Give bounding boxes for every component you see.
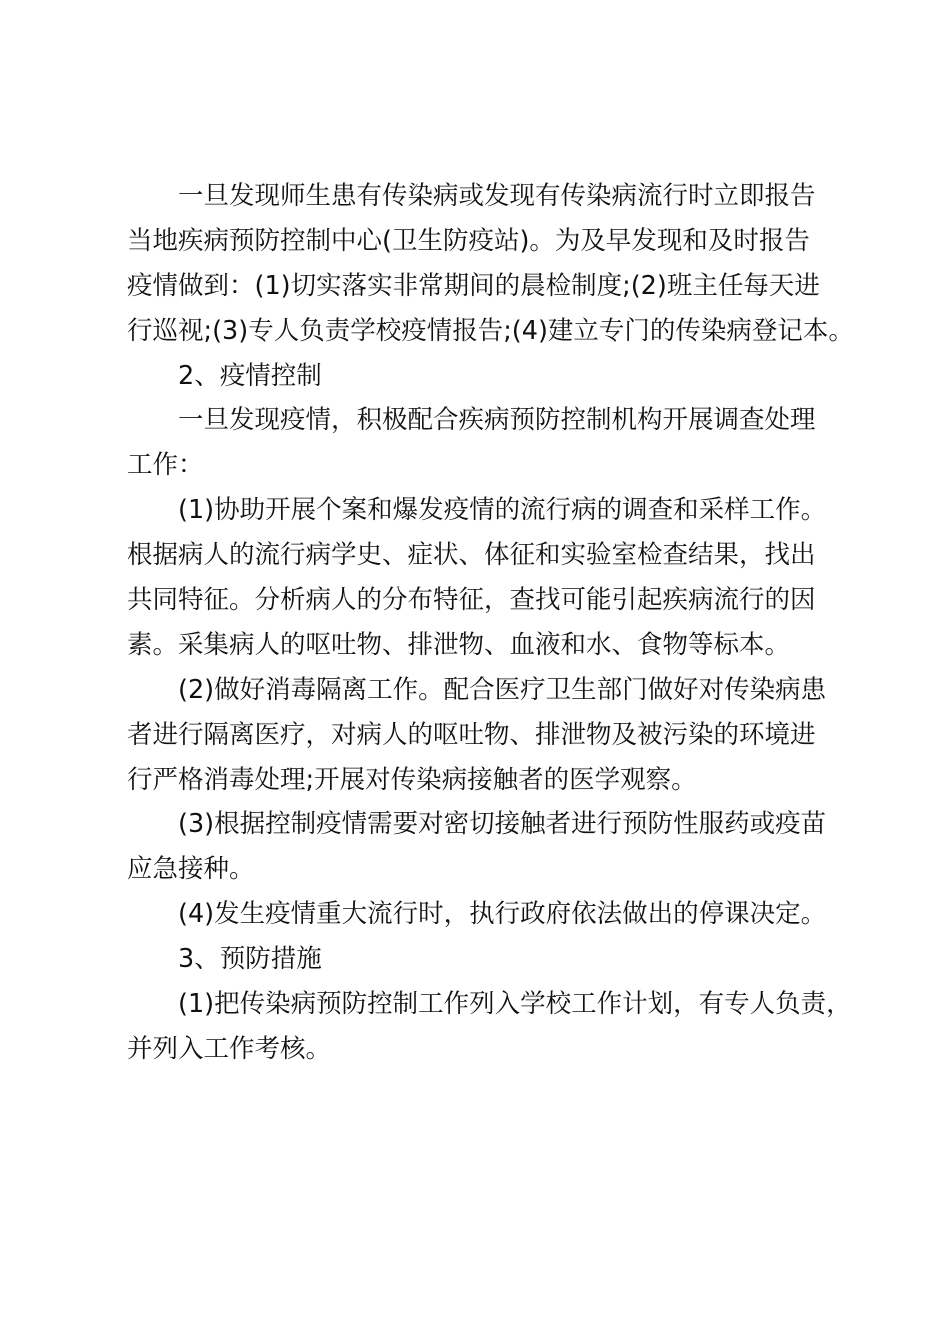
text-line: (1)把传染病预防控制工作列入学校工作计划，有专人负责， [178,989,852,1020]
text-line: 素。采集病人的呕吐物、排泄物、血液和水、食物等标本。 [127,629,791,660]
text-line: (1)协助开展个案和爆发疫情的流行病的调查和采样工作。 [178,495,827,526]
document-body [127,174,854,1072]
text-line: 疫情做到：(1)切实落实非常期间的晨检制度;(2)班主任每天进 [127,270,820,301]
text-line: 行严格消毒处理;开展对传染病接触者的医学观察。 [127,764,697,795]
text-line: 当地疾病预防控制中心(卫生防疫站)。为及早发现和及时报告 [127,225,810,256]
text-line: (2)做好消毒隔离工作。配合医疗卫生部门做好对传染病患 [178,674,827,705]
text-line: 并列入工作考核。 [127,1033,332,1064]
text-line: (3)根据控制疫情需要对密切接触者进行预防性服药或疫苗 [178,809,827,840]
text-line: 共同特征。分析病人的分布特征，查找可能引起疾病流行的因 [127,585,816,616]
text-line: 行巡视;(3)专人负责学校疫情报告;(4)建立专门的传染病登记本。 [127,315,854,346]
text-line: 一旦发现疫情，积极配合疾病预防控制机构开展调查处理 [178,405,816,436]
text-line: 工作： [127,450,204,481]
text-line: 者进行隔离医疗，对病人的呕吐物、排泄物及被污染的环境进 [127,719,816,750]
text-line: (4)发生疫情重大流行时，执行政府依法做出的停课决定。 [178,899,827,930]
text-line: 应急接种。 [127,854,255,885]
text-line: 2、疫情控制 [178,360,322,391]
text-line: 根据病人的流行病学史、症状、体征和实验室检查结果，找出 [127,540,816,571]
text-line: 3、预防措施 [178,944,322,975]
text-line: 一旦发现师生患有传染病或发现有传染病流行时立即报告 [178,181,816,211]
